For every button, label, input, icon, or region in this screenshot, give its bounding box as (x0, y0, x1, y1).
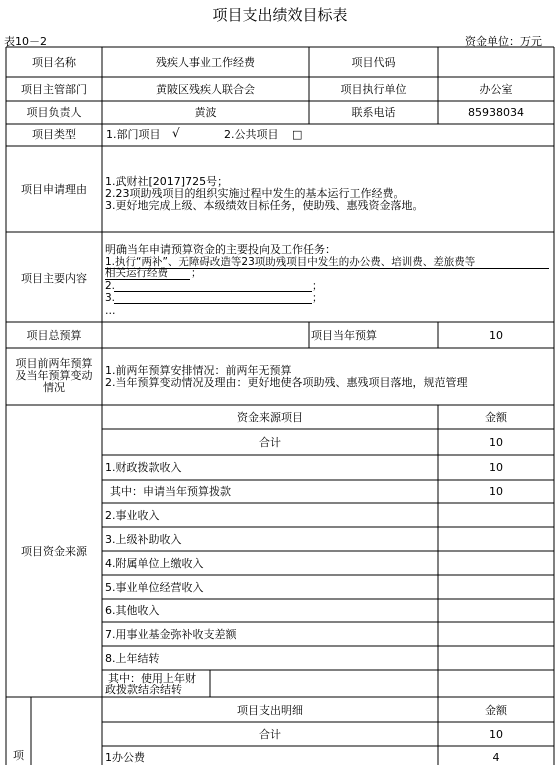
source-row-amount: 10 (489, 436, 503, 449)
source-row-amount: 10 (489, 485, 503, 498)
label-project-type: 项目类型 (32, 128, 76, 141)
source-row-item: 8.上年结转 (105, 652, 160, 665)
checkbox-empty-icon: □ (292, 128, 303, 141)
source-row-item: 6.其他收入 (105, 604, 160, 617)
label-funding-source: 项目资金来源 (21, 545, 87, 558)
value-current-budget: 10 (489, 329, 503, 342)
source-row-item: 1.财政拨款收入 (105, 461, 182, 474)
content-line-2-blank (114, 291, 312, 292)
label-budget-change-1: 项目前两年预算 (15, 357, 93, 370)
expense-row-item: 合计 (259, 728, 281, 741)
source-row-item: 其中：申请当年预算拨款 (110, 485, 231, 498)
type-option-department: 1.部门项目 (106, 128, 161, 141)
source-row-item: 合计 (259, 436, 281, 449)
value-exec-unit: 办公室 (479, 83, 513, 96)
content-line-3: 3. (105, 292, 116, 304)
value-responsible-person: 黄波 (194, 106, 217, 119)
header-expense-item: 项目支出明细 (237, 704, 303, 717)
table-number: 表10－2 (4, 35, 47, 48)
content-line-1b: 相关运行经费 (105, 267, 168, 279)
label-budget-change-3: 情况 (43, 381, 65, 394)
reason-line-1: 1.武财社[2017]725号； (105, 175, 229, 188)
expense-row-item: 1办公费 (105, 751, 145, 764)
check-mark-icon: √ (172, 126, 180, 140)
source-row-item: 4.附属单位上缴收入 (105, 557, 204, 570)
content-line-1: 1.执行“两补”、无障碍改造等23项助残项目中发生的办公费、培训费、差旅费等 (105, 256, 476, 268)
header-source-item: 资金来源项目 (237, 411, 303, 424)
source-row-item: 3.上级补助收入 (105, 533, 182, 546)
header-expense-amount: 金额 (485, 704, 507, 717)
reason-line-2: 2.23项助残项目的组织实施过程中发生的基本运行工作经费。 (105, 187, 405, 200)
label-expense-section: 项 (13, 749, 24, 762)
content-intro: 明确当年申请预算资金的主要投向及工作任务： (105, 243, 336, 256)
content-line-2-end: ； (312, 280, 323, 292)
label-exec-unit: 项目执行单位 (340, 83, 407, 96)
reason-line-3: 3.更好地完成上级、本级绩效目标任务，使助残、惠残资金落地。 (105, 199, 424, 212)
currency-unit: 资金单位：万元 (465, 35, 542, 48)
expense-row-amount: 4 (492, 751, 500, 764)
source-row-item: 2.事业收入 (105, 509, 160, 522)
header-source-amount: 金额 (485, 411, 507, 424)
value-project-name: 残疾人事业工作经费 (156, 56, 255, 69)
source-row-item: 5.事业单位经营收入 (105, 581, 204, 594)
source-last-row-line-2: 政拨款结余结转 (105, 684, 182, 696)
value-phone: 85938034 (468, 106, 524, 119)
type-option-public: 2.公共项目 (224, 128, 279, 141)
label-total-budget: 项目总预算 (26, 329, 82, 342)
content-line-3-blank (114, 303, 312, 304)
value-supervising-dept: 黄陂区残疾人联合会 (156, 83, 255, 96)
page-title: 项目支出绩效目标表 (212, 6, 348, 24)
label-supervising-dept: 项目主管部门 (21, 83, 87, 96)
label-current-budget: 项目当年预算 (311, 329, 377, 342)
label-responsible-person: 项目负责人 (26, 106, 82, 119)
content-line-1-end: ； (191, 267, 202, 279)
source-row-amount: 10 (489, 461, 503, 474)
content-line-1b-underline (105, 279, 190, 280)
content-line-1-underline (105, 268, 549, 269)
label-application-reason: 项目申请理由 (21, 183, 87, 196)
source-last-row-line-1: 其中：使用上年财 (108, 672, 196, 685)
content-line-2: 2. (105, 280, 116, 292)
label-budget-change-2: 及当年预算变动 (15, 369, 93, 382)
content-line-3-end: ； (312, 292, 323, 304)
label-project-name: 项目名称 (32, 56, 76, 69)
budget-change-line-2: 2.当年预算变动情况及理由：更好地使各项助残、惠残项目落地，规范管理 (105, 376, 468, 389)
label-phone: 联系电话 (351, 106, 396, 119)
source-row-item: 7.用事业基金弥补收支差额 (105, 628, 237, 641)
content-ellipsis: … (105, 305, 116, 317)
budget-change-line-1: 1.前两年预算安排情况：前两年无预算 (105, 364, 292, 377)
label-project-code: 项目代码 (351, 56, 396, 69)
expense-row-amount: 10 (489, 728, 503, 741)
label-main-content: 项目主要内容 (21, 272, 87, 285)
